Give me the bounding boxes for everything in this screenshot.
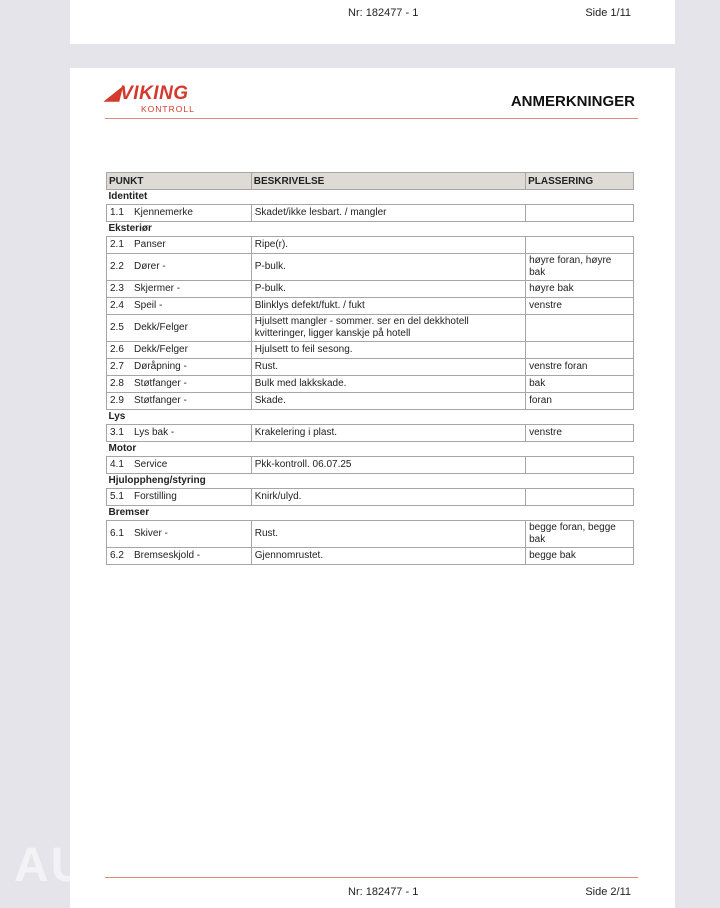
plassering-cell: foran (526, 393, 634, 410)
section-title: Bremser (108, 507, 150, 518)
item-number: 2.9 (110, 395, 124, 406)
plassering-cell: begge foran, begge bak (526, 521, 634, 548)
plassering-cell (526, 489, 634, 506)
plassering-cell: bak (526, 376, 634, 393)
item-name: Støtfanger - (134, 395, 187, 406)
item-number: 6.2 (110, 550, 124, 561)
plassering-cell (526, 342, 634, 359)
item-name: Speil - (134, 300, 163, 311)
section-title: Identitet (108, 191, 148, 202)
punkt-cell (107, 237, 252, 254)
logo-sub: KONTROLL (141, 104, 195, 114)
beskrivelse-cell: Bulk med lakkskade. (251, 376, 525, 393)
table-row (107, 457, 634, 474)
table-row (107, 521, 634, 548)
table-row (107, 489, 634, 506)
beskrivelse-cell: Ripe(r). (251, 237, 525, 254)
item-number: 3.1 (110, 427, 124, 438)
punkt-cell (107, 548, 252, 565)
beskrivelse-cell: Pkk-kontroll. 06.07.25 (251, 457, 525, 474)
item-number: 2.7 (110, 361, 124, 372)
table-row (107, 376, 634, 393)
plassering-cell (526, 237, 634, 254)
table-row (107, 548, 634, 565)
item-number: 2.5 (110, 322, 124, 333)
table-row (107, 237, 634, 254)
beskrivelse-cell: Knirk/ulyd. (251, 489, 525, 506)
beskrivelse-cell: Skadet/ikke lesbart. / mangler (251, 205, 525, 222)
table-row (107, 393, 634, 410)
punkt-cell (107, 315, 252, 342)
page-title: ANMERKNINGER (510, 93, 635, 110)
column-header-punkt: PUNKT (107, 173, 252, 190)
document-number: Nr: 182477 - 1 (348, 7, 419, 19)
section-row (107, 190, 634, 205)
item-number: 1.1 (110, 207, 124, 218)
item-name: Panser (134, 239, 166, 250)
punkt-cell (107, 342, 252, 359)
section-title: Hjuloppheng/styring (108, 475, 206, 486)
previous-page-fragment (70, 0, 675, 44)
table-row (107, 254, 634, 281)
item-number: 2.1 (110, 239, 124, 250)
plassering-cell (526, 205, 634, 222)
footer-divider (105, 877, 638, 878)
plassering-cell: høyre foran, høyre bak (526, 254, 634, 281)
plassering-cell (526, 457, 634, 474)
document-number: Nr: 182477 - 1 (348, 886, 419, 898)
plassering-cell: venstre foran (526, 359, 634, 376)
column-header-plassering: PLASSERING (526, 173, 634, 190)
punkt-cell (107, 425, 252, 442)
plassering-cell: begge bak (526, 548, 634, 565)
beskrivelse-cell: Blinklys defekt/fukt. / fukt (251, 298, 525, 315)
item-number: 2.3 (110, 283, 124, 294)
watermark: AU (14, 839, 88, 892)
item-number: 5.1 (110, 491, 124, 502)
beskrivelse-cell: Hjulsett mangler - sommer. ser en del dekkhotell kvitteringer, ligger kanskje på hotell (251, 315, 525, 342)
plassering-cell: venstre (526, 425, 634, 442)
item-number: 2.6 (110, 344, 124, 355)
item-number: 6.1 (110, 528, 124, 539)
section-row (107, 506, 634, 521)
header-divider (105, 118, 638, 119)
item-name: Service (134, 459, 168, 470)
beskrivelse-cell: Rust. (251, 521, 525, 548)
plassering-cell (526, 315, 634, 342)
plassering-cell: venstre (526, 298, 634, 315)
logo-brand: ◢VIKING (105, 83, 189, 104)
plassering-cell: høyre bak (526, 281, 634, 298)
punkt-cell (107, 298, 252, 315)
item-name: Dekk/Felger (134, 344, 188, 355)
table-row (107, 342, 634, 359)
punkt-cell (107, 489, 252, 506)
beskrivelse-cell: P-bulk. (251, 281, 525, 298)
punkt-cell (107, 376, 252, 393)
document-page (70, 68, 675, 908)
beskrivelse-cell: Hjulsett to feil sesong. (251, 342, 525, 359)
item-name: Dekk/Felger (134, 322, 188, 333)
table-row (107, 425, 634, 442)
beskrivelse-cell: Krakelering i plast. (251, 425, 525, 442)
section-row (107, 442, 634, 457)
punkt-cell (107, 457, 252, 474)
item-name: Forstilling (134, 491, 177, 502)
section-row (107, 474, 634, 489)
item-number: 2.8 (110, 378, 124, 389)
section-row (107, 410, 634, 425)
punkt-cell (107, 254, 252, 281)
table-header-row (107, 173, 634, 190)
item-name: Kjennemerke (134, 207, 193, 218)
beskrivelse-cell: P-bulk. (251, 254, 525, 281)
beskrivelse-cell: Gjennomrustet. (251, 548, 525, 565)
item-name: Støtfanger - (134, 378, 187, 389)
item-number: 4.1 (110, 459, 124, 470)
item-name: Bremseskjold - (134, 550, 201, 561)
logo-mark-icon: ◢ (105, 83, 121, 104)
remarks-table (106, 172, 634, 565)
table-row (107, 359, 634, 376)
item-name: Lys bak - (134, 427, 175, 438)
punkt-cell (107, 205, 252, 222)
punkt-cell (107, 281, 252, 298)
punkt-cell (107, 521, 252, 548)
item-name: Dører - (134, 261, 166, 272)
section-row (107, 222, 634, 237)
item-name: Skiver - (134, 528, 168, 539)
table-row (107, 281, 634, 298)
beskrivelse-cell: Skade. (251, 393, 525, 410)
beskrivelse-cell: Rust. (251, 359, 525, 376)
item-name: Døråpning - (134, 361, 187, 372)
table-row (107, 315, 634, 342)
column-header-beskrivelse: BESKRIVELSE (251, 173, 525, 190)
page-number: Side 1/11 (585, 7, 631, 19)
viking-logo (105, 84, 195, 114)
page-number: Side 2/11 (585, 886, 631, 898)
section-title: Eksteriør (108, 223, 152, 234)
punkt-cell (107, 393, 252, 410)
punkt-cell (107, 359, 252, 376)
item-number: 2.4 (110, 300, 124, 311)
section-title: Lys (108, 411, 126, 422)
table-row (107, 298, 634, 315)
item-number: 2.2 (110, 261, 124, 272)
section-title: Motor (108, 443, 137, 454)
item-name: Skjermer - (134, 283, 181, 294)
table-row (107, 205, 634, 222)
